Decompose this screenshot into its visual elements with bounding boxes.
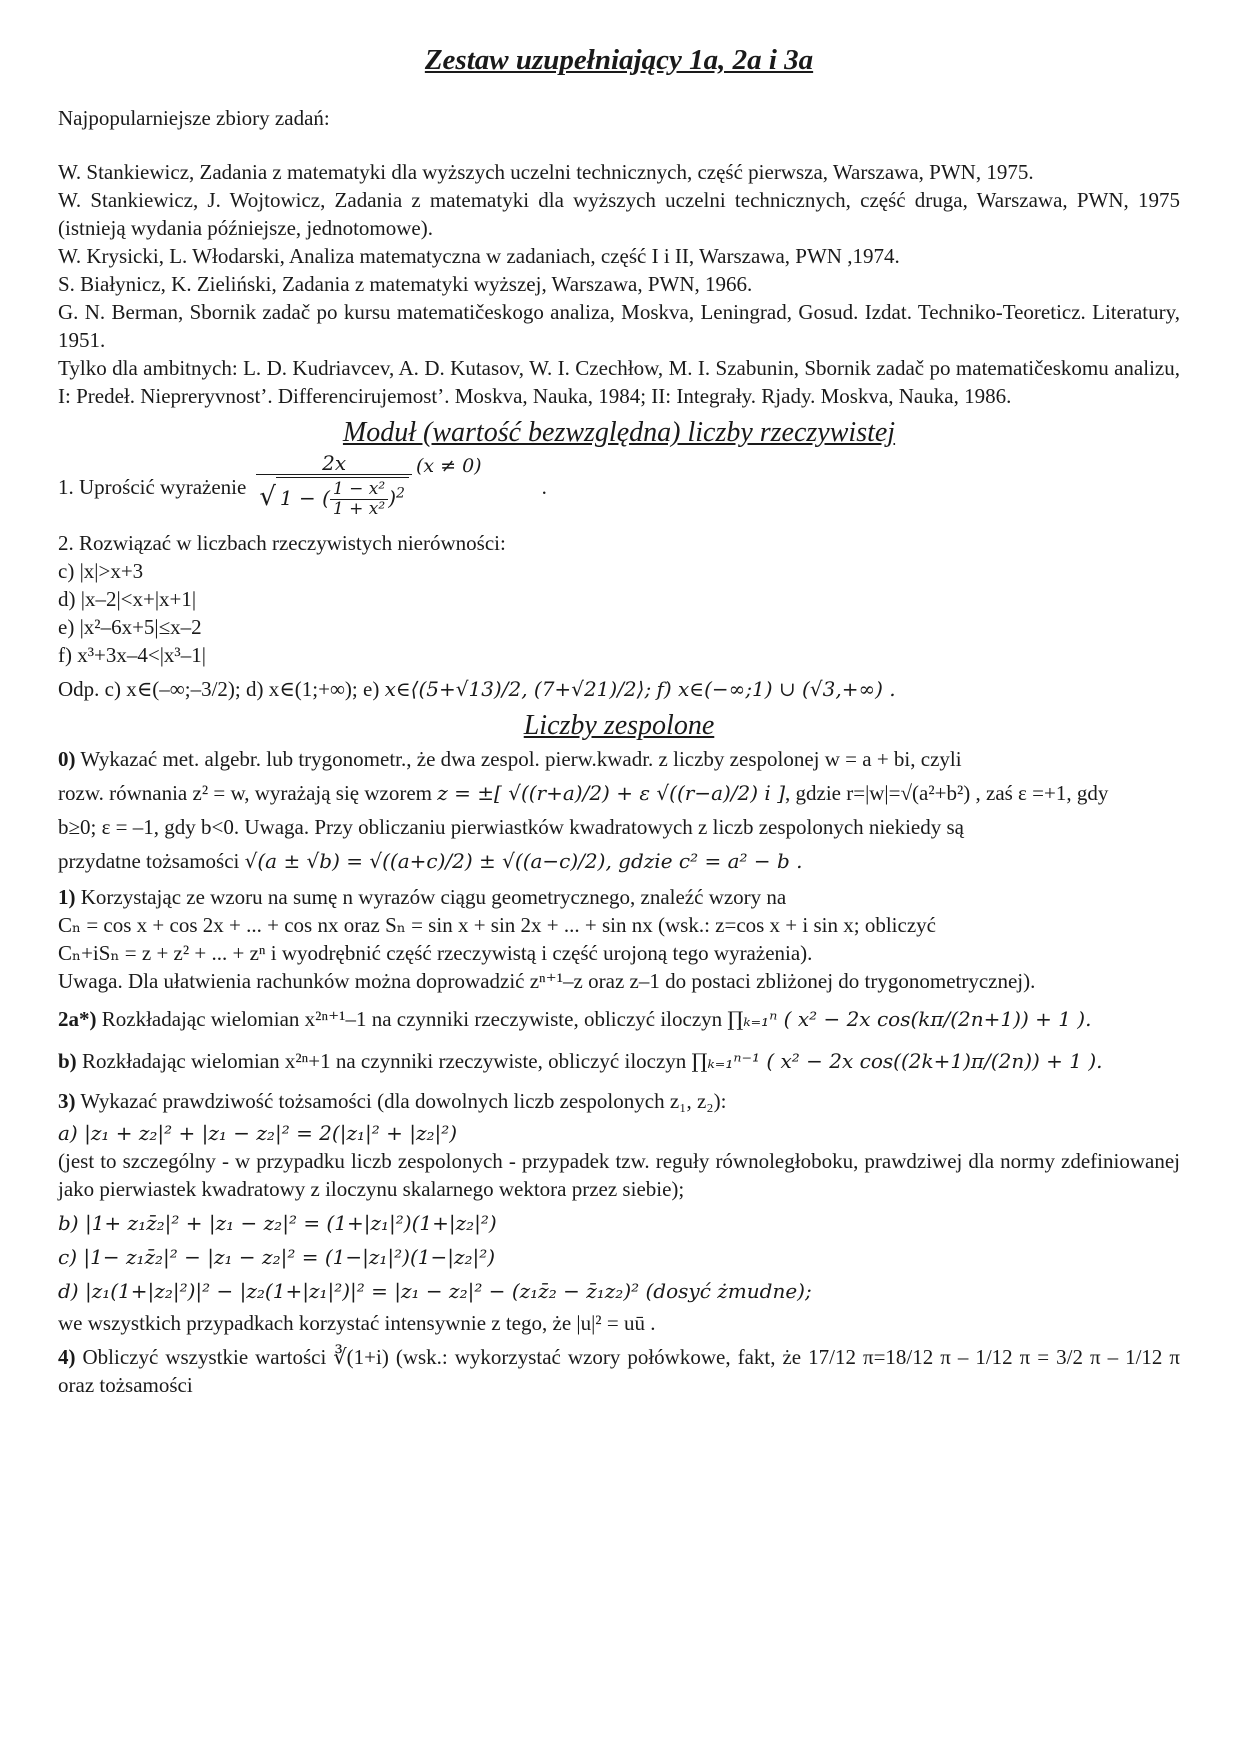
task-2a bbox=[58, 1005, 1180, 1033]
document-page bbox=[58, 36, 1180, 1399]
task-1-condition: (x ≠ 0) bbox=[415, 455, 482, 477]
task-3 bbox=[58, 1087, 1180, 1115]
task-0-text: Wykazać met. algebr. lub trygonometr., że dwa zespol. pierw.kwadr. z liczby zespolonej w = a + bi, czyli bbox=[80, 747, 962, 771]
task-1c-label: 1) bbox=[58, 885, 76, 909]
page-title: Zestaw uzupełniający 1a, 2a i 3a bbox=[424, 44, 814, 76]
answer-e: x∈⟨(5+√13)/2, (7+√21)/2⟩; bbox=[384, 677, 652, 701]
task-4 bbox=[58, 1343, 1180, 1399]
reference-item: G. N. Berman, Sbornik zadač po kursu matematičeskogo analiza, Moskva, Leningrad, Gosud. Izdat. Techniko-Teoreticz. Literatury, 1951. bbox=[58, 300, 1180, 352]
task-2b-text: Rozkładając wielomian x²ⁿ+1 na czynniki rzeczywiste, obliczyć iloczyn bbox=[81, 1049, 687, 1073]
task-2b bbox=[58, 1047, 1180, 1075]
task-3a-note: (jest to szczególny - w przypadku liczb zespolonych - przypadek tzw. reguły równoległoboku, prawdziwej dla normy zdefiniowanej jako pierwiastek kwadratowy z iloczynu skalarnego wektora przez siebie); bbox=[58, 1149, 1180, 1201]
task-2-item: f) x³+3x–4<|x³–1| bbox=[58, 643, 206, 667]
task-1-expression: 2x √ 1 − ( $\frac{\text{1 − x²}}{\text{1 + x²}}$ )$^2$ bbox=[256, 452, 412, 521]
task-0-line-3: b≥0; ε = –1, gdy b<0. Uwaga. Przy obliczaniu pierwiastków kwadratowych z liczb zespolonych niekiedy są bbox=[58, 815, 964, 839]
section-title-zespolone: Liczby zespolone bbox=[523, 710, 715, 741]
task-4-label: 4) bbox=[58, 1345, 76, 1369]
task-1-numerator: 2x bbox=[256, 452, 412, 475]
task-0-text-2a: rozw. równania z² = w, wyrażają się wzorem bbox=[58, 781, 433, 805]
task-0-text-4a: przydatne tożsamości bbox=[58, 849, 240, 873]
task-0-label: 0) bbox=[58, 747, 76, 771]
task-3d: d) |z₁(1+|z₂|²)|² − |z₂(1+|z₁|²)|² = |z₁ − z₂|² − (z₁z̄₂ − z̄₁z₂)² (dosyć żmudne); bbox=[58, 1279, 812, 1303]
task-3b: b) |1+ z₁z̄₂|² + |z₁ − z₂|² = (1+|z₁|²)(1+|z₂|²) bbox=[58, 1211, 497, 1235]
task-2-item: d) |x–2|<x+|x+1| bbox=[58, 587, 197, 611]
task-0-text-2b: , gdzie r=|w|=√(a²+b²) , zaś ε =+1, gdy bbox=[785, 781, 1109, 805]
task-0-line-2 bbox=[58, 779, 1180, 807]
task-2b-formula: ∏ₖ₌₁ⁿ⁻¹ ( x² − 2x cos((2k+1)π/(2n)) + 1 ). bbox=[691, 1049, 1103, 1073]
task-2-answer bbox=[58, 675, 1180, 703]
reference-item: Tylko dla ambitnych: L. D. Kudriavcev, A. D. Kutasov, W. I. Czechłow, M. I. Szabunin, Sbornik zadač po matematičeskomu analizu, I: Predeł. Niepreryvnost’. Differencirujemost’. Moskva, Nauka, 1984; II: Integrały. Rjady. Moskva, Nauka, 1986. bbox=[58, 356, 1180, 408]
reference-item: W. Stankiewicz, J. Wojtowicz, Zadania z matematyki dla wyższych uczelni technicznych, część druga, Warszawa, PWN, 1975 (istnieją wydania późniejsze, jednotomowe). bbox=[58, 188, 1180, 240]
answer-lead: Odp. c) x∈(–∞;–3/2); d) x∈(1;+∞); e) bbox=[58, 677, 380, 701]
task-1c-line-2: Cₙ = cos x + cos 2x + ... + cos nx oraz Sₙ = sin x + sin 2x + ... + sin nx (wsk.: z=cos x + i sin x; obliczyć bbox=[58, 913, 936, 937]
task-3a: a) |z₁ + z₂|² + |z₁ − z₂|² = 2(|z₁|² + |z₂|²) bbox=[58, 1121, 458, 1145]
task-2a-text: Rozkładając wielomian x²ⁿ⁺¹–1 na czynniki rzeczywiste, obliczyć iloczyn bbox=[101, 1007, 723, 1031]
reference-list bbox=[58, 158, 1180, 410]
task-2-item: c) |x|>x+3 bbox=[58, 559, 144, 583]
task-1c-line-1 bbox=[58, 883, 1180, 911]
task-0-line-1 bbox=[58, 745, 1180, 773]
task-1c-line-3: Cₙ+iSₙ = z + z² + ... + zⁿ i wyodrębnić część rzeczywistą i część urojoną tego wyrażenia). bbox=[58, 941, 813, 965]
answer-f: f) x∈(−∞;1) ∪ (√3,+∞) . bbox=[656, 677, 896, 701]
task-3-final: we wszystkich przypadkach korzystać intensywnie z tego, że |u|² = uū . bbox=[58, 1311, 656, 1335]
intro-text: Najpopularniejsze zbiory zadań: bbox=[58, 106, 330, 130]
task-2a-formula: ∏ₖ₌₁ⁿ ( x² − 2x cos(kπ/(2n+1)) + 1 ). bbox=[727, 1007, 1092, 1031]
task-1: 1. Uprościć wyrażenie 2x √ 1 − ( $\frac{\text{1 − x²}}{\text{1 + x²}}$ )$^2$ (x ≠ 0) . bbox=[58, 451, 547, 519]
task-2a-label: 2a*) bbox=[58, 1007, 97, 1031]
task-0-identity: √(a ± √b) = √((a+c)/2) ± √((a−c)/2) bbox=[244, 849, 606, 873]
task-2b-label: b) bbox=[58, 1049, 77, 1073]
task-1c-text: Korzystając ze wzoru na sumę n wyrazów ciągu geometrycznego, znaleźć wzory na bbox=[80, 885, 787, 909]
task-1-inner-denominator: 1 + x² bbox=[332, 499, 386, 519]
task-2-text: 2. Rozwiązać w liczbach rzeczywistych nierówności: bbox=[58, 531, 506, 555]
task-3-text: Wykazać prawdziwość tożsamości (dla dowolnych liczb zespolonych z₁, z₂): bbox=[80, 1089, 727, 1113]
task-1c-line-4: Uwaga. Dla ułatwienia rachunków można doprowadzić zⁿ⁺¹–z oraz z–1 do postaci zbliżonej do trygonometrycznej). bbox=[58, 969, 1036, 993]
task-1-text: 1. Uprościć wyrażenie bbox=[58, 474, 247, 499]
reference-item: W. Krysicki, L. Włodarski, Analiza matematyczna w zadaniach, część I i II, Warszawa, PWN ,1974. bbox=[58, 244, 900, 268]
task-2-item: e) |x²–6x+5|≤x–2 bbox=[58, 615, 202, 639]
task-0-line-4 bbox=[58, 847, 1180, 875]
task-3c: c) |1− z₁z̄₂|² − |z₁ − z₂|² = (1−|z₁|²)(1−|z₂|²) bbox=[58, 1245, 496, 1269]
task-3-label: 3) bbox=[58, 1089, 76, 1113]
reference-item: W. Stankiewicz, Zadania z matematyki dla wyższych uczelni technicznych, część pierwsza, Warszawa, PWN, 1975. bbox=[58, 160, 1034, 184]
task-0-text-4b: , gdzie c² = a² − b . bbox=[605, 849, 803, 873]
task-0-formula: z = ±[ √((r+a)/2) + ε √((r−a)/2) i ] bbox=[437, 781, 785, 805]
reference-item: S. Białynicz, K. Zieliński, Zadania z matematyki wyższej, Warszawa, PWN, 1966. bbox=[58, 272, 753, 296]
task-1-inner-numerator: 1 − x² bbox=[330, 480, 388, 500]
section-title-modul: Moduł (wartość bezwzględna) liczby rzeczywistej bbox=[342, 417, 896, 448]
task-4-text: Obliczyć wszystkie wartości ∛(1+i) (wsk.: wykorzystać wzory połówkowe, fakt, że 17/12 π=18/12 π – 1/12 π = 3/2 π – 1/12 π oraz tożsamości bbox=[58, 1345, 1181, 1397]
